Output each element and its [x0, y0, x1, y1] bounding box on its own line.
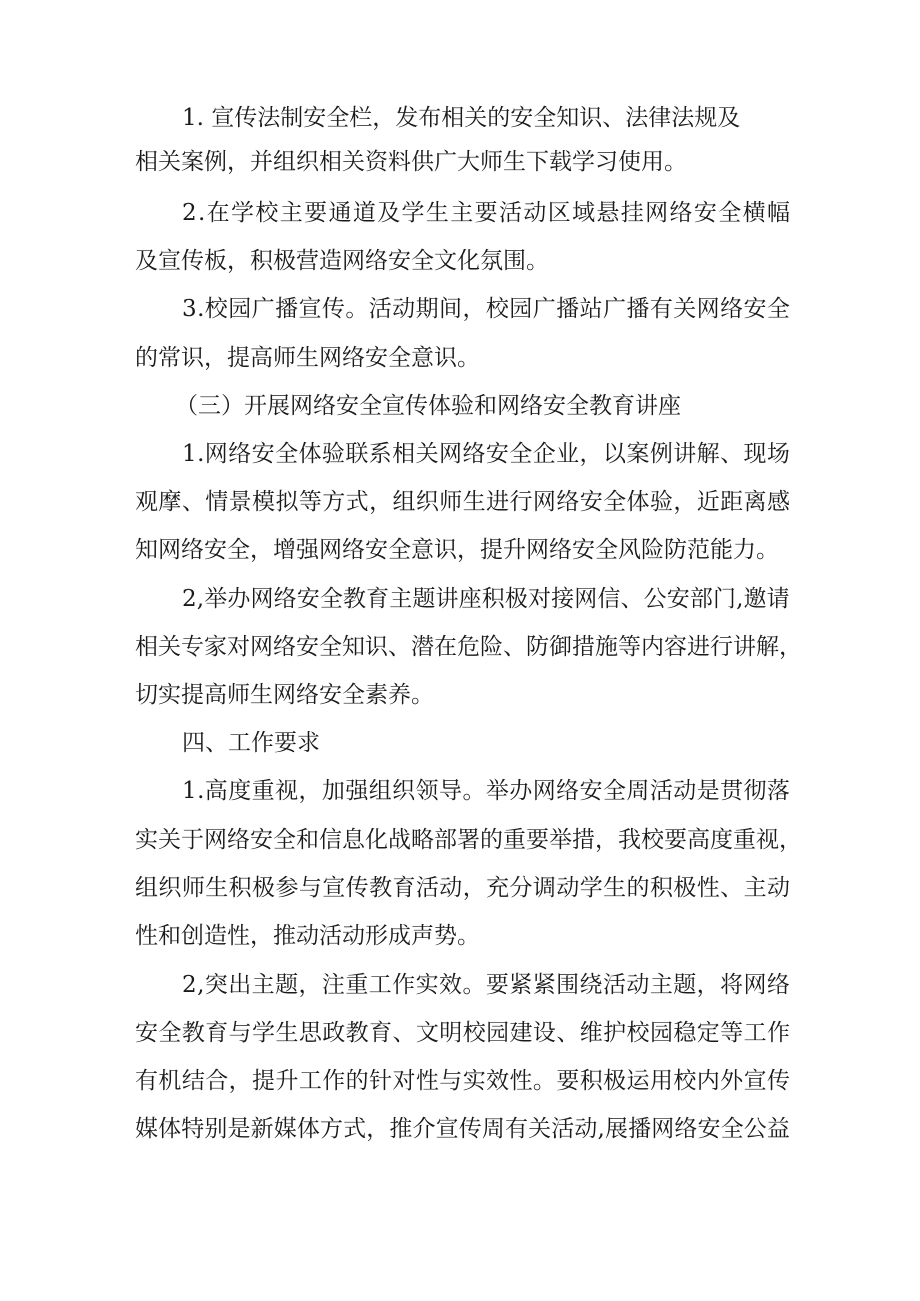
text-line: 相关案例，并组织相关资料供广大师生下载学习使用。	[135, 149, 687, 175]
text-line: 1. 宣传法制安全栏，发布相关的安全知识、法律法规及	[182, 105, 741, 131]
text-line: 实 关 于 网 络 安 全 和 信 息 化 战 略 部 署 的 重 要 举 措 ， 我 校 要 高 度 重 视 ，	[135, 827, 802, 853]
text-line: 2 , 突 出 主 题 ， 注 重 工 作 实 效 。 要 紧 紧 围 绕 活 动 主 题 ， 将 网 络	[182, 972, 790, 998]
text-line: 及宣传板，积极营造网络安全文化氛围。	[135, 248, 549, 274]
text-line: 1 . 高 度 重 视 ， 加 强 组 织 领 导 。 举 办 网 络 安 全 周 活 动 是 贯 彻 落	[182, 778, 790, 804]
text-line: 组 织 师 生 积 极 参 与 宣 传 教 育 活 动 ， 充 分 调 动 学 生 的 积 极 性 、 主 动	[135, 875, 790, 901]
text-line: 性和创造性，推动活动形成声势。	[135, 923, 480, 949]
text-line: 安 全 教 育 与 学 生 思 政 教 育 、 文 明 校 园 建 设 、 维 护 校 园 稳 定 等 工 作	[135, 1020, 790, 1046]
text-line: 2 , 举 办 网 络 安 全 教 育 主 题 讲 座 积 极 对 接 网 信 、 公 安 部 门 , 邀 请	[182, 586, 790, 612]
text-line: 3 . 校 园 广 播 宣 传 。 活 动 期 间 ， 校 园 广 播 站 广 播 有 关 网 络 安 全	[182, 296, 790, 322]
section-heading: （三）开展网络安全宣传体验和网络安全教育讲座	[175, 393, 681, 419]
text-line: 的常识，提高师生网络安全意识。	[135, 345, 480, 371]
text-line: 1 . 网 络 安 全 体 验 联 系 相 关 网 络 安 全 企 业 ， 以 案 例 讲 解 、 现 场	[182, 441, 790, 467]
text-line: 2 . 在 学 校 主 要 通 道 及 学 生 主 要 活 动 区 域 悬 挂 网 络 安 全 横 幅	[182, 200, 790, 226]
text-line: 切实提高师生网络安全素养。	[135, 682, 434, 708]
text-line: 知网络安全，增强网络安全意识，提升网络安全风险防范能力。	[135, 537, 779, 563]
text-line: 观 摩 、 情 景 模 拟 等 方 式 ， 组 织 师 生 进 行 网 络 安 全 体 验 ， 近 距 离 感	[135, 489, 790, 515]
text-line: 相 关 专 家 对 网 络 安 全 知 识 、 潜 在 危 险 、 防 御 措 施 等 内 容 进 行 讲 解 ，	[135, 634, 802, 660]
text-line: 媒 体 特 别 是 新 媒 体 方 式 ， 推 介 宣 传 周 有 关 活 动 , 展 播 网 络 安 全 公 益	[135, 1116, 790, 1142]
section-heading: 四、工作要求	[182, 730, 320, 756]
text-line: 有 机 结 合 ， 提 升 工 作 的 针 对 性 与 实 效 性 。 要 积 极 运 用 校 内 外 宣 传	[135, 1068, 790, 1094]
